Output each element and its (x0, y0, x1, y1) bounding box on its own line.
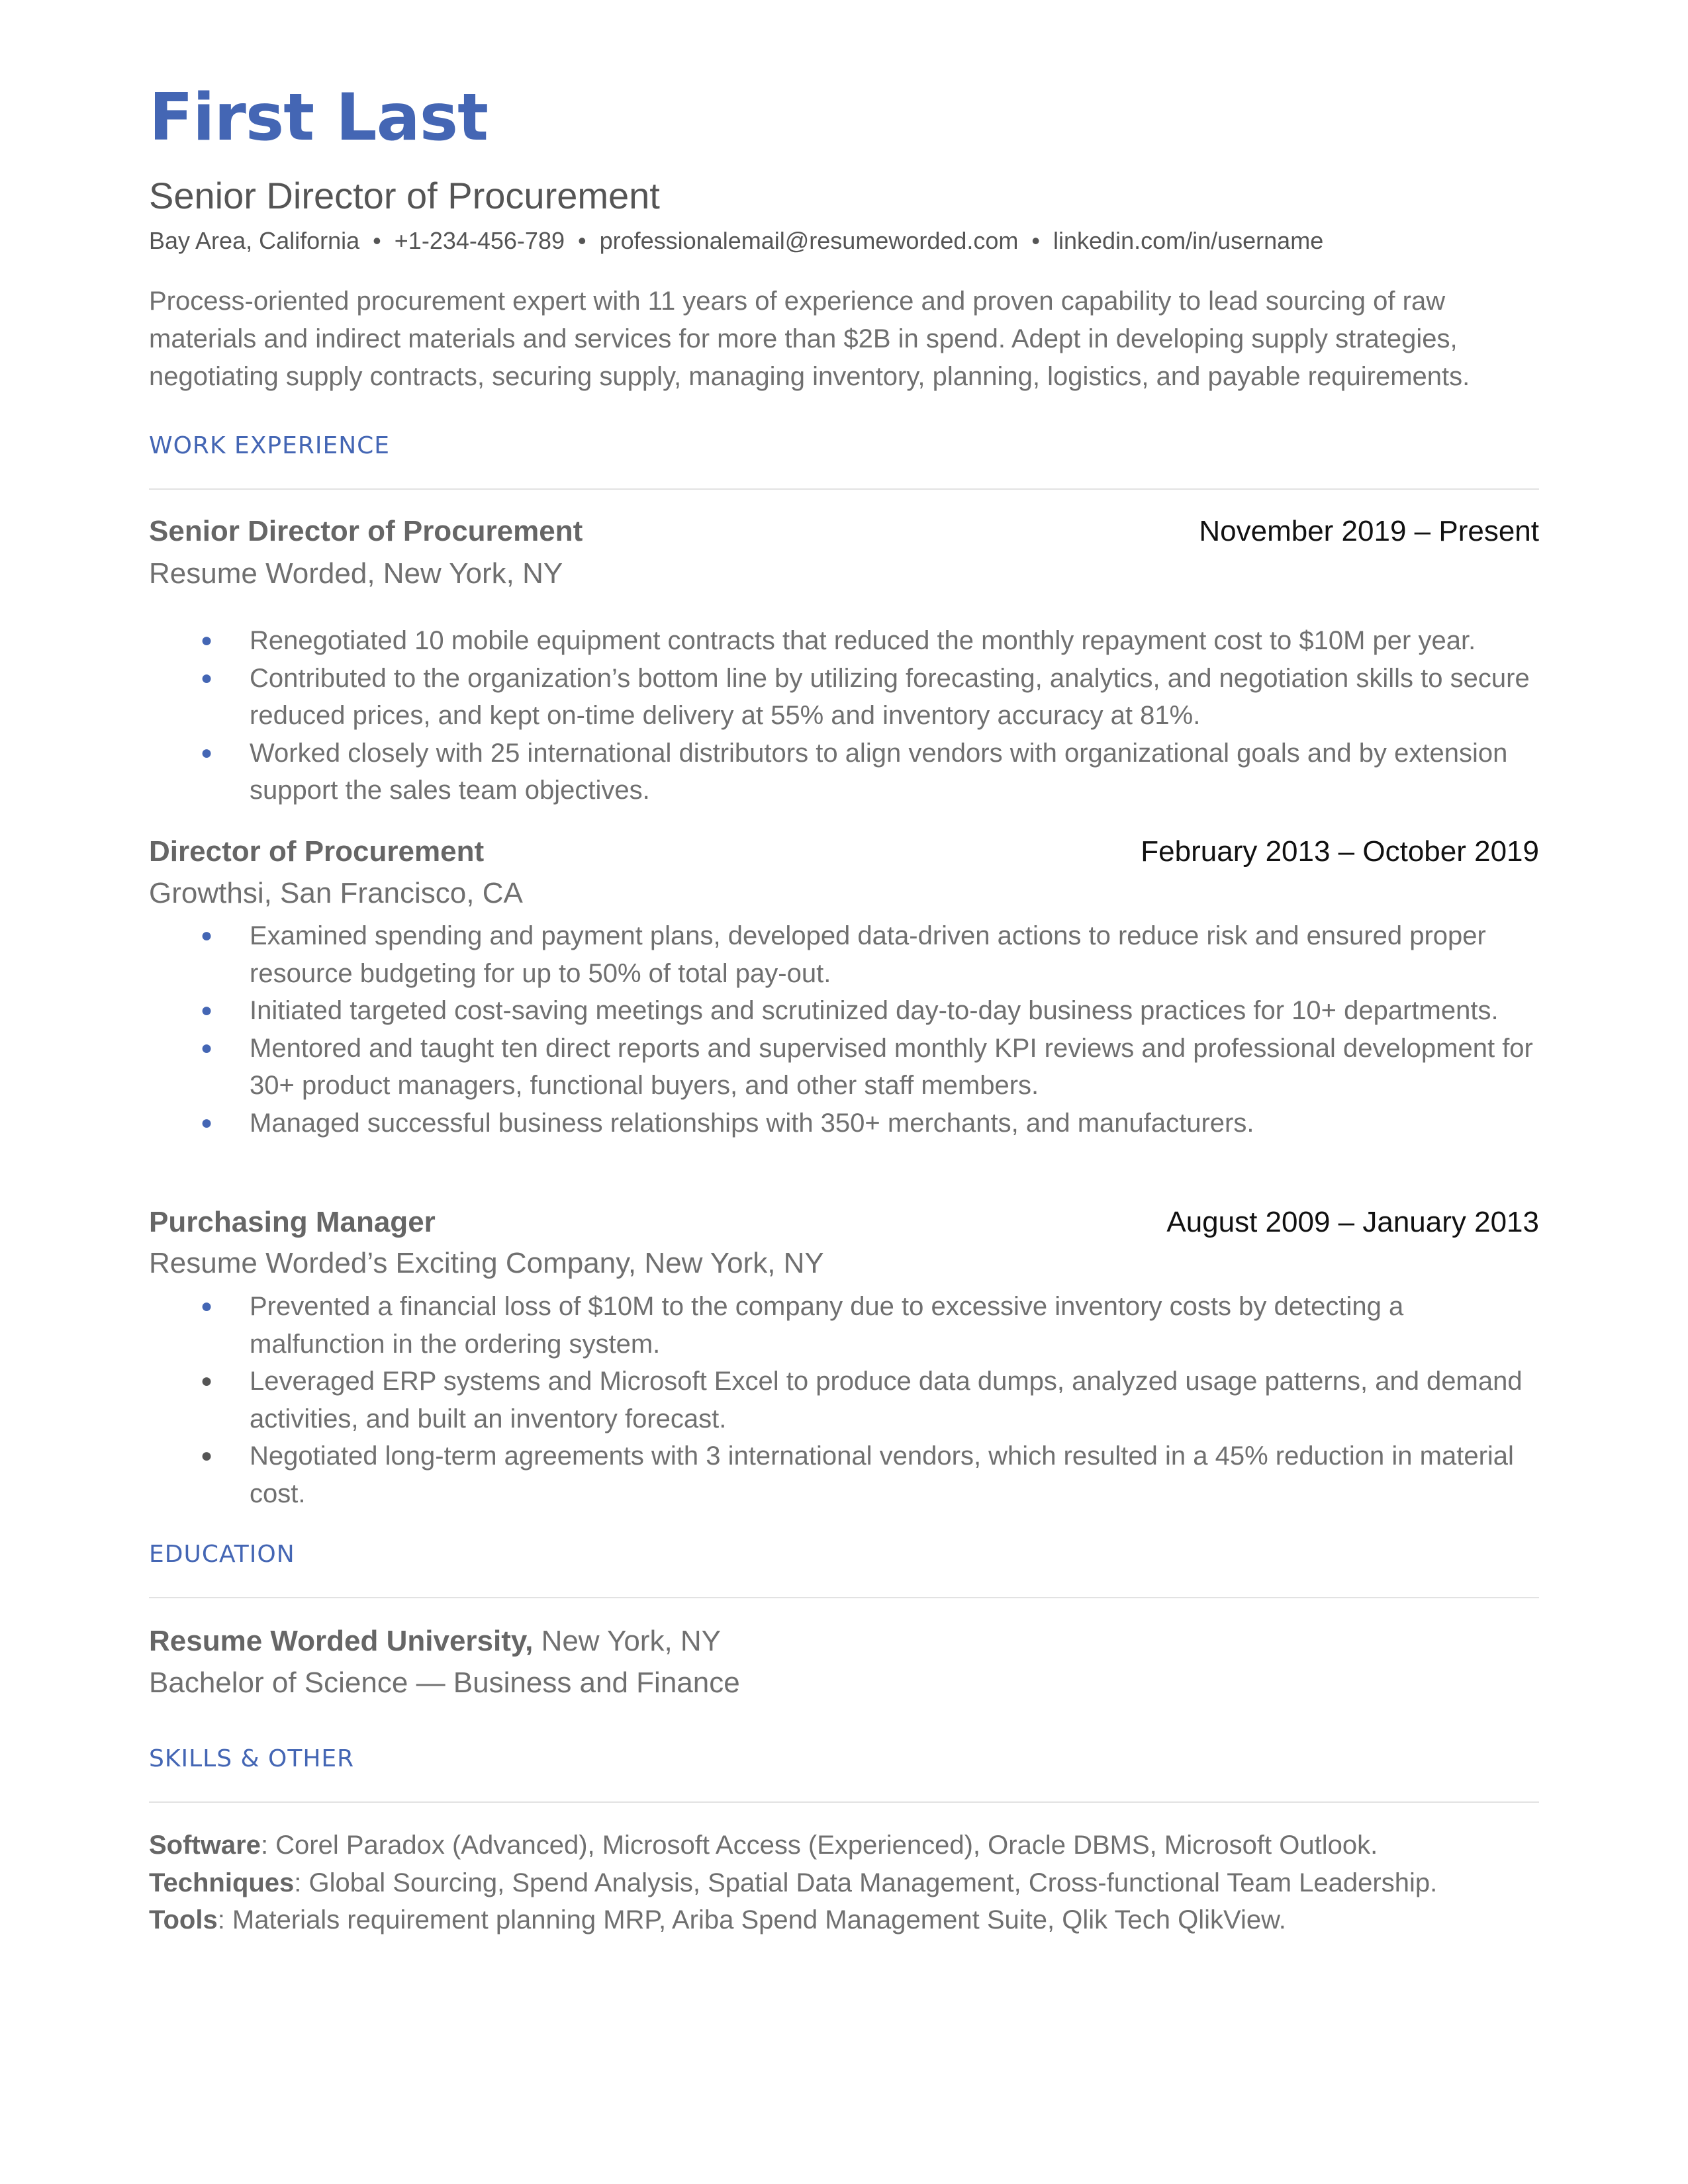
candidate-role: Senior Director of Procurement (149, 175, 660, 216)
bullet-icon: ● (201, 629, 213, 651)
section-heading-skills: SKILLS & OTHER (149, 1745, 355, 1772)
job-dates: November 2019 – Present (1199, 515, 1539, 547)
job-company: Resume Worded, New York, NY (149, 557, 563, 590)
list-item (149, 660, 1546, 735)
education-location: New York, NY (541, 1625, 722, 1657)
skills-block (149, 1827, 1546, 1939)
bullet-icon: ● (201, 1295, 213, 1317)
list-item (149, 992, 1546, 1030)
contact-location: Bay Area, California (149, 227, 360, 254)
skill-text: : Corel Paradox (Advanced), Microsoft Access (Experienced), Oracle DBMS, Microsoft Outlook. (260, 1831, 1378, 1860)
list-item (149, 1030, 1546, 1105)
job-title: Purchasing Manager (149, 1206, 436, 1238)
bullet-text: Examined spending and payment plans, developed data-driven actions to reduce risk and ensured proper resource budgeting for up to 50% of total pay-out. (250, 921, 1486, 988)
education-school-line (149, 1625, 721, 1658)
summary-paragraph: Process-oriented procurement expert with 11 years of experience and proven capability to lead sourcing of raw materials and indirect materials and services for more than $2B in spend. Adept in developing supply strategies, negotiating supply contracts, securing supply, managing inventory, planning, logistics, and payable requirements. (149, 287, 1470, 391)
skill-label: Tools (149, 1905, 218, 1934)
job-dates: August 2009 – January 2013 (1166, 1206, 1539, 1238)
bullet-icon: ● (201, 1370, 213, 1392)
skill-label: Techniques (149, 1868, 295, 1897)
contact-line (149, 227, 1323, 255)
separator-dot: • (577, 227, 586, 254)
contact-phone[interactable]: +1-234-456-789 (394, 227, 565, 254)
section-heading-work: WORK EXPERIENCE (149, 432, 391, 459)
bullet-icon: ● (201, 666, 213, 689)
bullet-text: Managed successful business relationships with 350+ merchants, and manufacturers. (250, 1108, 1254, 1138)
bullet-icon: ● (201, 741, 213, 764)
bullet-text: Initiated targeted cost-saving meetings and scrutinized day-to-day business practices for 10+ departments. (250, 996, 1499, 1025)
bullet-text: Prevented a financial loss of $10M to the company due to excessive inventory costs by detecting a malfunction in the ordering system. (250, 1292, 1404, 1359)
list-item (149, 1363, 1546, 1437)
job-company: Resume Worded’s Exciting Company, New York, NY (149, 1247, 824, 1279)
skill-text: : Materials requirement planning MRP, Ariba Spend Management Suite, Qlik Tech QlikView. (217, 1905, 1286, 1934)
education-degree: Bachelor of Science — Business and Finance (149, 1666, 740, 1699)
separator-dot: • (1031, 227, 1041, 254)
separator-dot: • (373, 227, 381, 254)
section-heading-education: EDUCATION (149, 1541, 295, 1568)
job-bullet-list (149, 622, 1546, 809)
bullet-text: Worked closely with 25 international distributors to align vendors with organizational goals and by extension support the sales team objectives. (250, 738, 1508, 805)
section-divider (149, 488, 1539, 490)
skill-row (149, 1864, 1546, 1902)
contact-linkedin[interactable]: linkedin.com/in/username (1053, 227, 1324, 254)
bullet-icon: ● (201, 999, 213, 1021)
section-divider (149, 1801, 1539, 1803)
skill-row (149, 1901, 1546, 1939)
job-title: Senior Director of Procurement (149, 515, 583, 547)
list-item (149, 1437, 1546, 1512)
job-title: Director of Procurement (149, 835, 485, 868)
bullet-icon: ● (201, 925, 213, 946)
list-item (149, 622, 1546, 660)
job-bullet-list (149, 917, 1546, 1142)
job-company: Growthsi, San Francisco, CA (149, 877, 523, 909)
list-item (149, 1105, 1546, 1142)
bullet-text: Mentored and taught ten direct reports and supervised monthly KPI reviews and professional development for 30+ product managers, functional buyers, and other staff members. (250, 1033, 1533, 1100)
education-school: Resume Worded University, (149, 1625, 534, 1657)
candidate-name: First Last (149, 80, 488, 156)
skill-label: Software (149, 1831, 261, 1860)
job-dates: February 2013 – October 2019 (1141, 835, 1539, 868)
list-item (149, 1288, 1546, 1363)
bullet-icon: ● (201, 1445, 213, 1467)
bullet-text: Leveraged ERP systems and Microsoft Excel to produce data dumps, analyzed usage patterns, and demand activities, and built an inventory forecast. (250, 1367, 1523, 1433)
section-divider (149, 1597, 1539, 1598)
skill-row (149, 1827, 1546, 1864)
bullet-text: Contributed to the organization’s bottom line by utilizing forecasting, analytics, and negotiation skills to secure reduced prices, and kept on-time delivery at 55% and inventory accuracy at 81%. (250, 663, 1530, 730)
skill-text: : Global Sourcing, Spend Analysis, Spatial Data Management, Cross-functional Team Leadership. (294, 1868, 1438, 1897)
contact-email[interactable]: professionalemail@resumeworded.com (599, 227, 1019, 254)
bullet-icon: ● (201, 1036, 213, 1059)
bullet-icon: ● (201, 1111, 213, 1134)
job-bullet-list (149, 1288, 1546, 1512)
list-item (149, 917, 1546, 992)
bullet-text: Renegotiated 10 mobile equipment contracts that reduced the monthly repayment cost to $10M per year. (250, 626, 1476, 655)
list-item (149, 735, 1546, 809)
bullet-text: Negotiated long-term agreements with 3 international vendors, which resulted in a 45% reduction in material cost. (250, 1441, 1514, 1508)
